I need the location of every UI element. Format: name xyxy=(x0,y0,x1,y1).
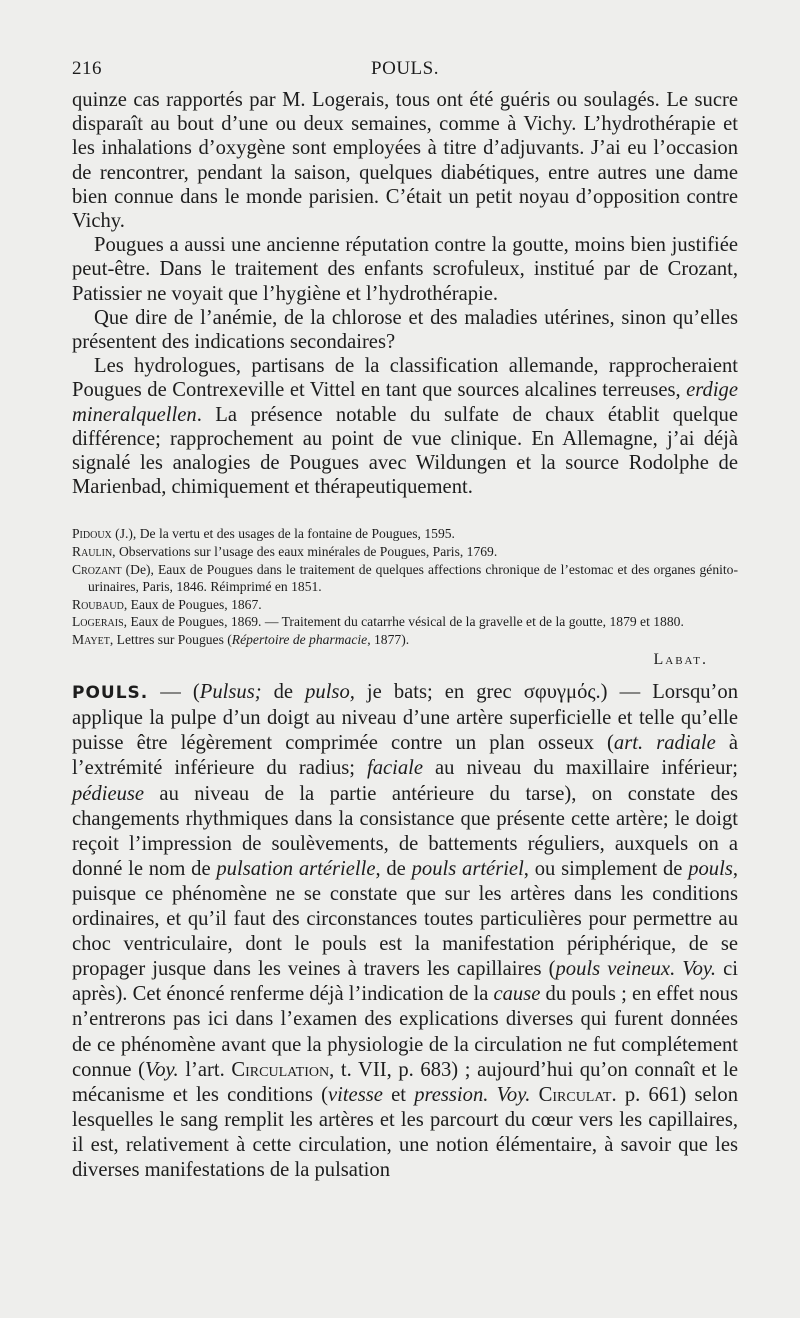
reference-item: Roubaud, Eaux de Pougues, 1867. xyxy=(72,596,262,612)
paragraph: POULS. — (Pulsus; de pulso, je bats; en grec σφυγμός.) — Lorsqu’on applique la pulpe d’un doigt au niveau d’une artère superficielle et telle qu’elle puisse être légèrement comprimée contre un plan osseux (art. radiale à l’extrémité inférieure du radius; faciale au niveau du maxillaire inférieur; pédieuse au niveau de la partie antérieure du tarse), on constate des changements rhythmiques dans la consistance que présente cette artère; le doigt reçoit l’impression de soulèvements, de battements réguliers, auxquels on a donné le nom de pulsation artérielle, de pouls artériel, ou simplement de pouls, puisque ce phénomène ne se constate que sur les artères dans les conditions ordinaires, et qu’il faut des circonstances toutes particulières pour permettre au choc ventriculaire, dont le pouls est la manifestation périphérique, de se propager jusque dans les veines à travers les capillaires (pouls veineux. Voy. ci après). Cet énoncé renferme déjà l’indication de la cause du pouls ; en effet nous n’entrerons pas ici dans l’examen des explications diverses qui furent données de ce phénomène avant que la physiologie de la circulation ne fut complétement connue (Voy. l’art. Circulation, t. VII, p. 683) ; aujourd’hui qu’on connaît et le mécanisme et les conditions (vitesse et pression. Voy. Circulat. p. 661) selon lesquelles le sang remplit les artères et les parcourt du cœur vers les capillaires, il est, relativement à cette circulation, une notion élémentaire, à savoir que les diverses manifestations de la pulsation xyxy=(72,681,739,1181)
reference-item: Crozant (De), Eaux de Pougues dans le traitement de quelques affections chronique de l’estomac et des organes génito-urinaires, Paris, 1846. Réimprimé en 1851. xyxy=(72,561,738,595)
paragraph: Les hydrologues, partisans de la classification allemande, rapprocheraient Pougues de Contrexeville et Vittel en tant que sources alcalines terreuses, erdige mineralquellen. La présence notable du sulfate de chaux établit quelque différence; rapprochement au point de vue clinique. En Allemagne, j’ai déjà signalé les analogies de Pougues avec Wildungen et la source Rodolphe de Marienbad, chimiquement et thérapeutiquement. xyxy=(72,355,738,499)
author-signature: Labat. xyxy=(653,650,708,668)
reference-item: Raulin, Observations sur l’usage des eaux minérales de Pougues, Paris, 1769. xyxy=(72,544,498,560)
bibliography xyxy=(72,525,738,668)
page-number: 216 xyxy=(72,58,102,79)
page-header xyxy=(72,54,738,88)
paragraph: Que dire de l’anémie, de la chlorose et des maladies utérines, sinon qu’elles présentent des indications secondaires? xyxy=(72,306,738,354)
paragraph: quinze cas rapportés par M. Logerais, tous ont été guéris ou soulagés. Le sucre disparaît au bout d’une ou deux semaines, comme à Vichy. L’hydrothérapie et les inhalations d’oxygène sont employées à titre d’adjuvants. J’ai eu l’occasion de rencontrer, pendant la saison, quelques diabétiques, entre autres une dame bien connue dans le monde parisien. C’était un petit noyau d’opposition contre Vichy. xyxy=(72,89,738,233)
pougues-article-continuation xyxy=(72,88,738,499)
headword: POULS. xyxy=(72,683,149,704)
reference-item: Pidoux (J.), De la vertu et des usages de la fontaine de Pougues, 1595. xyxy=(72,526,455,542)
running-title: POULS. xyxy=(371,58,439,79)
reference-item: Logerais, Eaux de Pougues, 1869. — Traitement du catarrhe vésical de la gravelle et de la goutte, 1879 et 1880. xyxy=(72,614,684,630)
reference-item: Mayet, Lettres sur Pougues (Répertoire de pharmacie, 1877). xyxy=(72,632,410,648)
pouls-article xyxy=(72,680,738,1183)
paragraph: Pougues a aussi une ancienne réputation contre la goutte, moins bien justifiée peut-être. Dans le traitement des enfants scrofuleux, institué par de Crozant, Patissier ne voyait que l’hygiène et l’hydrothérapie. xyxy=(72,234,738,305)
